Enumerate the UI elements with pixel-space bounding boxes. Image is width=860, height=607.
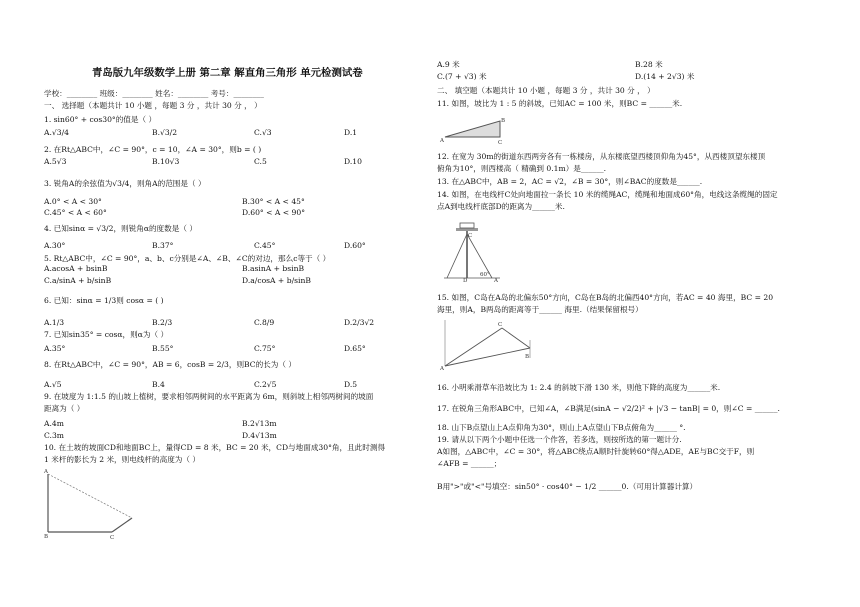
q1-opts-option-d: D.1 [344,128,358,137]
q1-opts-option-a: A.√3/4 [44,128,69,137]
q4-text: 4. 已知sinα = √3/2，则锐角α的度数是（ ） [44,224,197,233]
q5-text: 5. Rt△ABC中，∠C = 90°，a、b、c分别是∠A、∠B、∠C的对边，那么c等于（ ） [44,254,331,263]
q4-opts-option-b: B.37° [152,241,174,250]
page-title: 青岛版九年级数学上册 第二章 解直角三角形 单元检测试卷 [92,67,363,79]
fig11-label-a: A [440,138,444,144]
q19d-text: B用">"或"<"号填空：sin50° · cos40° − 1/2 ______0.（可用计算器计算） [437,482,698,491]
q19a-text: 19. 请从以下两个小题中任选一个作答，若多选，则按所选的第一题计分. [437,435,682,444]
q2-opts-option-b: B.10√3 [152,157,180,166]
q4-opts-option-d: D.60° [344,241,366,250]
fig15-label-b: B [525,354,530,360]
q6-text: 6. 已知：sinα = 1/3则 cosα = ( ) [44,296,164,305]
section-1-heading: 一、 选择题（本题共计 10 小题 ，每题 3 分 ，共计 30 分 ， ） [44,101,262,110]
student-info: 学校：________ 班级：________ 姓名：________ 考号：________ [44,89,264,98]
figure-q14 [442,220,504,282]
q8-opts-option-d: D.5 [344,380,358,389]
fig11-label-b: B [501,118,506,124]
fig14-label-d: D [463,278,468,284]
q8-text: 8. 在Rt△ABC中，∠C = 90°，AB = 6，cosB = 2/3，则BC的长为（ ） [44,360,296,369]
q10-opts1-option-b: B.28 米 [635,60,663,69]
q3-opts1-option-b: B.30° < A < 45° [242,197,305,206]
q10-opts2-option-a: C.(7 + √3) 米 [437,72,487,81]
q9b-text: 距离为（ ） [44,404,85,413]
q10-opts2-option-b: D.(14 + 2√3) 米 [635,72,695,81]
q4-opts-option-c: C.45° [254,241,276,250]
fig15-label-c: C [498,322,503,328]
q5-opts2-option-b: D.a/cosA + b/sinB [242,276,311,285]
q5-opts2-option-a: C.a/sinA + b/sinB [44,276,112,285]
q10a-text: 10. 在土坡的坡面CD和地面BC上，量得CD = 8 米，BC = 20 米，CD与地面成30°角，且此时测得 [44,443,386,452]
q1-opts-option-c: C.√3 [254,128,272,137]
q6-opts-option-b: B.2/3 [152,318,173,327]
q2-opts-option-d: D.10 [344,157,362,166]
q8-opts-option-b: B.4 [152,380,165,389]
q11-text: 11. 如图，坡比为 1 : 5 的斜坡，已知AC = 100 米，则BC = ______米. [437,99,683,108]
q6-opts-option-d: D.2/3√2 [344,318,375,327]
fig15-label-a: A [440,366,444,372]
q2-opts-option-c: C.5 [254,157,267,166]
q2-text: 2. 在Rt△ABC中，∠C = 90°，c = 10，∠A = 30°，则b = ( ) [44,145,262,154]
figure-q11 [440,117,510,145]
q10-opts1-option-a: A.9 米 [437,60,460,69]
q12a-text: 12. 在宽为 30m的街道东西两旁各有一栋楼房，从东楼底望西楼顶仰角为45°，从西楼顶望东楼顶 [437,152,766,161]
q14a-text: 14. 如图，在电线杆C处向地面拉一条长 10 米的缆绳AC，缆绳和地面成60°角，电线这条缆绳的固定 [437,190,778,199]
q2-opts-option-a: A.5√3 [44,157,67,166]
q8-opts-option-c: C.2√5 [254,380,277,389]
fig10-label-a: A [44,469,48,475]
q7-opts-option-b: B.55° [152,344,174,353]
q15a-text: 15. 如图，C岛在A岛的北偏东50°方向，C岛在B岛的北偏西40°方向，若AC = 40 海里，BC = 20 [437,293,774,302]
fig14-label-angle: 60° [480,272,490,278]
fig14-label-c: C [468,233,473,239]
q12b-text: 俯角为10°，则西楼高（ 精确到 0.1m）是______. [437,164,607,173]
q9a-text: 9. 在坡度为 1:1.5 的山坡上植树，要求相邻两树间的水平距离为 6m，则斜坡上相邻两树间的坡面 [44,392,374,401]
q3-opts1-option-a: A.0° < A < 30° [44,197,102,206]
fig14-label-a: A [494,278,498,284]
q1-text: 1. sin60° + cos30°的值是（ ） [44,115,157,124]
q19b-text: A如图，△ABC中，∠C = 30°，将△ABC绕点A顺时针旋转60°得△ADE，AE与BC交于F，则 [437,447,755,456]
figure-q15 [440,318,532,370]
fig11-label-c: C [498,140,503,146]
q7-opts-option-d: D.65° [344,344,366,353]
q8-opts-option-a: A.√5 [44,380,62,389]
q18-text: 18. 山下B点望山上A点仰角为30°，则山上A点望山下B点俯角为______ °. [437,423,686,432]
q3-opts2-option-b: D.60° < A < 90° [242,208,306,217]
q10b-text: 1 米杆的影长为 2 米，则电线杆的高度为（ ） [44,455,201,464]
q7-opts-option-a: A.35° [44,344,66,353]
figure-q10 [44,470,144,540]
fig10-label-b: B [44,534,49,540]
q9-opts1-option-b: B.2√13m [242,419,277,428]
q3-opts2-option-a: C.45° < A < 60° [44,208,107,217]
q7-text: 7. 已知sin35° = cosα，则α为（ ） [44,330,169,339]
section-2-heading: 二、 填空题（本题共计 10 小题 ，每题 3 分 ，共计 30 分 ， ） [437,86,655,95]
q7-opts-option-c: C.75° [254,344,276,353]
q19c-text: ∠AFB = ______； [437,459,502,468]
q14b-text: 点A到电线杆底部D的距离为______米. [437,202,565,211]
q5-opts1-option-b: B.asinA + bsinB [242,264,305,273]
q9-opts2-option-a: C.3m [44,431,64,440]
q4-opts-option-a: A.30° [44,241,66,250]
q17-text: 17. 在锐角三角形ABC中，已知∠A，∠B满足(sinA − √2/2)² + |√3 − tanB| = 0，则∠C = ______. [437,404,780,413]
q1-opts-option-b: B.√3/2 [152,128,178,137]
q6-opts-option-c: C.8/9 [254,318,275,327]
q5-opts1-option-a: A.acosA + bsinB [44,264,108,273]
q15b-text: 海里，则A，B两岛的距离等于______ 海里.（结果保留根号） [437,305,643,314]
q6-opts-option-a: A.1/3 [44,318,65,327]
fig10-label-c: C [110,535,115,541]
q9-opts2-option-b: D.4√13m [242,431,277,440]
q3-text: 3. 锐角A的余弦值为√3/4，则角A的范围是（ ） [44,179,206,188]
q16-text: 16. 小明乘滑草车沿坡比为 1: 2.4 的斜坡下滑 130 米，则他下降的高度为______米. [437,383,721,392]
q9-opts1-option-a: A.4m [44,419,64,428]
q13-text: 13. 在△ABC中，AB = 2，AC = √2，∠B = 30°，则∠BAC的度数是______. [437,177,703,186]
